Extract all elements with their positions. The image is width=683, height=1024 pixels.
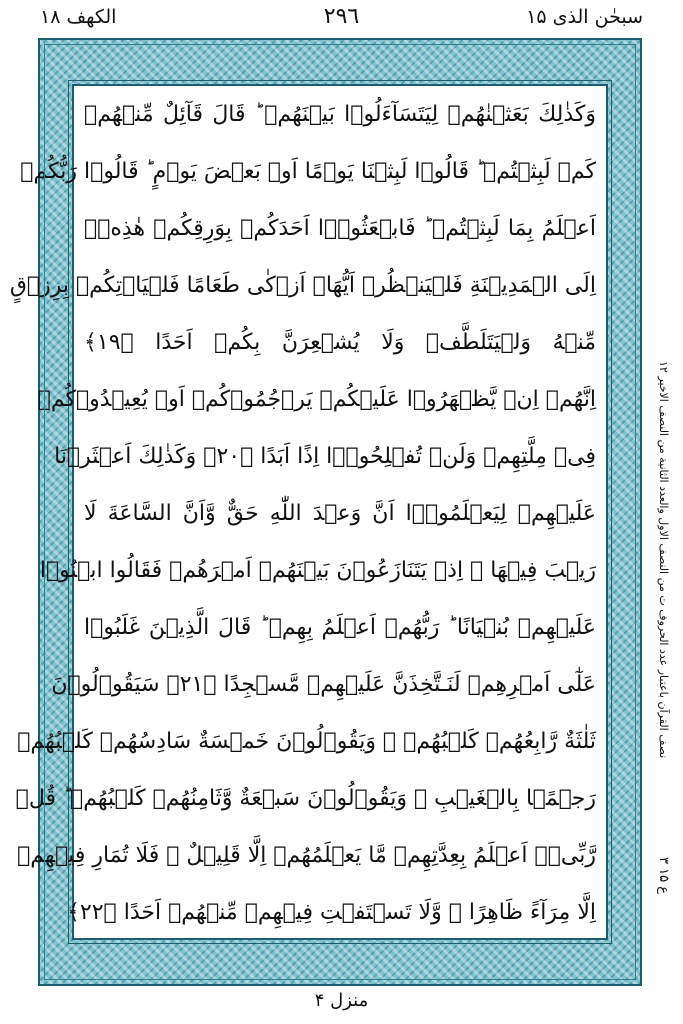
verse-line: اِلَى الۡمَدِيۡنَةِ فَلۡيَنۡظُرۡ اَيُّهَاۤ اَزۡكٰى طَعَامًا فَلۡيَاۡتِكُمۡ بِرِزۡقٍ [9, 273, 596, 298]
verse-line: عَلَيۡهِمۡ بُنۡيَانًا ؕ رَبُّهُمۡ اَعۡلَمُ بِهِمۡ ؕ قَالَ الَّذِيۡنَ غَلَبُوۡا [84, 615, 596, 640]
verse-text-panel [9, 84, 608, 940]
verse-line: مِّنۡهُ وَلۡيَتَلَطَّفۡ وَلَا يُشۡعِرَنَّ بِكُمۡ اَحَدًا ﴿۱۹﴾ [84, 330, 596, 355]
verse-line: اِنَّهُمۡ اِنۡ يَّظۡهَرُوۡا عَلَيۡكُمۡ يَرۡجُمُوۡكُمۡ اَوۡ يُعِيۡدُوۡكُمۡ [37, 387, 596, 412]
verse-line: رَجۡمًۢا بِالۡغَيۡبِ ۚ وَيَقُوۡلُوۡنَ سَبۡعَةٌ وَّثَامِنُهُمۡ كَلۡبُهُمۡ ؕ قُلۡ [15, 786, 596, 811]
verse-line: كَمۡ لَبِثۡتُمۡ ؕ قَالُوۡا لَبِثۡنَا يَوۡمًا اَوۡ بَعۡضَ يَوۡمٍ ؕ قَالُوۡا رَبُّكُمۡ [20, 159, 596, 184]
juz-name-header: سبحٰن الذی ۱۵ [526, 6, 643, 28]
verse-line: فِىۡ مِلَّتِهِمۡ وَلَنۡ تُفۡلِحُوۡۤا اِذًا اَبَدًا ﴿۲۰﴾ وَكَذٰلِكَ اَعۡثَرۡنَا [54, 444, 596, 469]
verse-line: رَيۡبَ فِيۡهَا ۚ اِذۡ يَتَنَازَعُوۡنَ بَيۡنَهُمۡ اَمۡرَهُمۡ فَقَالُوا ابۡنُوۡا [39, 558, 596, 583]
verse-line: رَّبِّىۡۤ اَعۡلَمُ بِعِدَّتِهِمۡ مَّا يَعۡلَمُهُمۡ اِلَّا قَلِيۡلٌ ۙ فَلَا تُمَارِ فِيۡهِمۡ [17, 843, 596, 868]
rukoo-marker: ۳ ع ۱۵ [656, 856, 671, 894]
verse-line: عَلَيۡهِمۡ لِيَعۡلَمُوۡۤا اَنَّ وَعۡدَ اللّٰهِ حَقٌّ وَّاَنَّ السَّاعَةَ لَا [84, 501, 596, 526]
verse-line: وَكَذٰلِكَ بَعَثۡنٰهُمۡ لِيَتَسَآءَلُوۡا بَيۡنَهُمۡ ؕ قَالَ قَآئِلٌ مِّنۡهُمۡ [84, 102, 596, 127]
page-number: ٢٩٦ [323, 4, 360, 29]
surah-name-header: الكهف ١٨ [40, 6, 117, 28]
margin-note: نصف القرآن باعتبار عدد الحروف ت من النصف الاول والعدد الثانية من النصف الاخير ۱۲ [657, 361, 670, 759]
verse-line: عَلٰٓى اَمۡرِهِمۡ لَنَـتَّخِذَنَّ عَلَيۡهِمۡ مَّسۡجِدًا ﴿۲۱﴾ سَيَقُوۡلُوۡنَ [51, 672, 596, 697]
decorative-page-border [9, 38, 642, 986]
verse-line: ثَلٰثَةٌ رَّابِعُهُمۡ كَلۡبُهُمۡ ۚ وَيَقُوۡلُوۡنَ خَمۡسَةٌ سَادِسُهُمۡ كَلۡبُهُمۡ [17, 729, 596, 754]
verse-line: اَعۡلَمُ بِمَا لَبِثۡتُمۡ ؕ فَابۡعَثُوۡۤا اَحَدَكُمۡ بِوَرِقِكُمۡ هٰذِهٖۤ [84, 216, 596, 241]
manzil-footer: منزل ۴ [314, 990, 369, 1011]
verse-line: اِلَّا مِرَآءً ظَاهِرًا ۖ وَّلَا تَسۡتَفۡتِ فِيۡهِمۡ مِّنۡهُمۡ اَحَدًا ﴿۲۲﴾ [67, 900, 596, 925]
